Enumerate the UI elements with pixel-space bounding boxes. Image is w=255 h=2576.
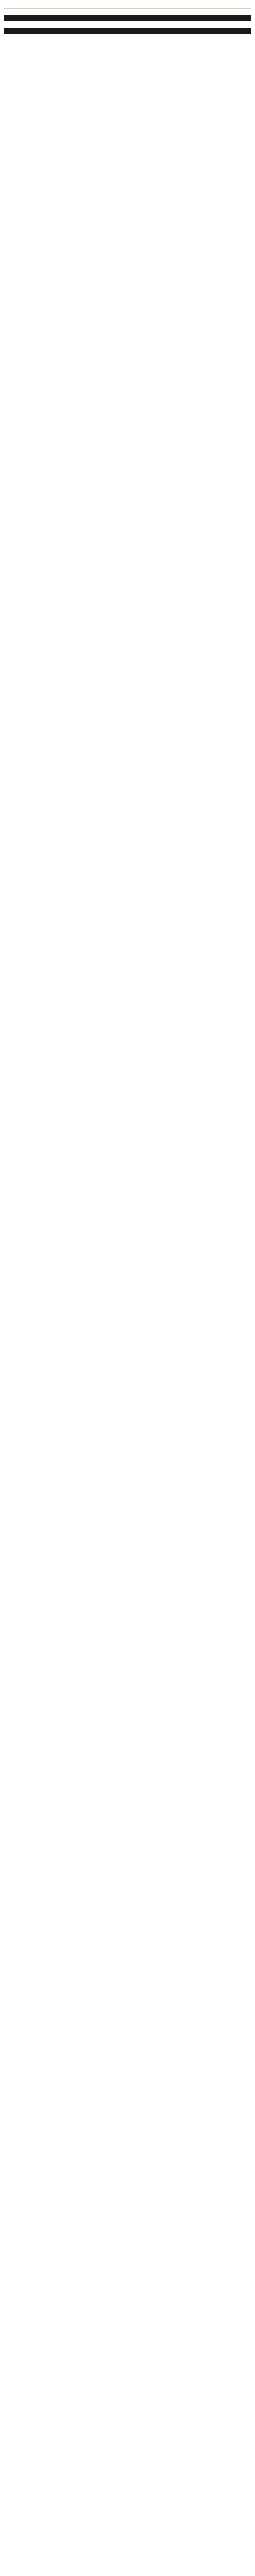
closing-verse [4,40,251,47]
opening-verse [4,3,251,9]
footnote-block-2 [4,28,251,34]
footnote-block-1 [4,15,251,21]
commentary-body [4,15,251,34]
document-page [0,0,255,54]
